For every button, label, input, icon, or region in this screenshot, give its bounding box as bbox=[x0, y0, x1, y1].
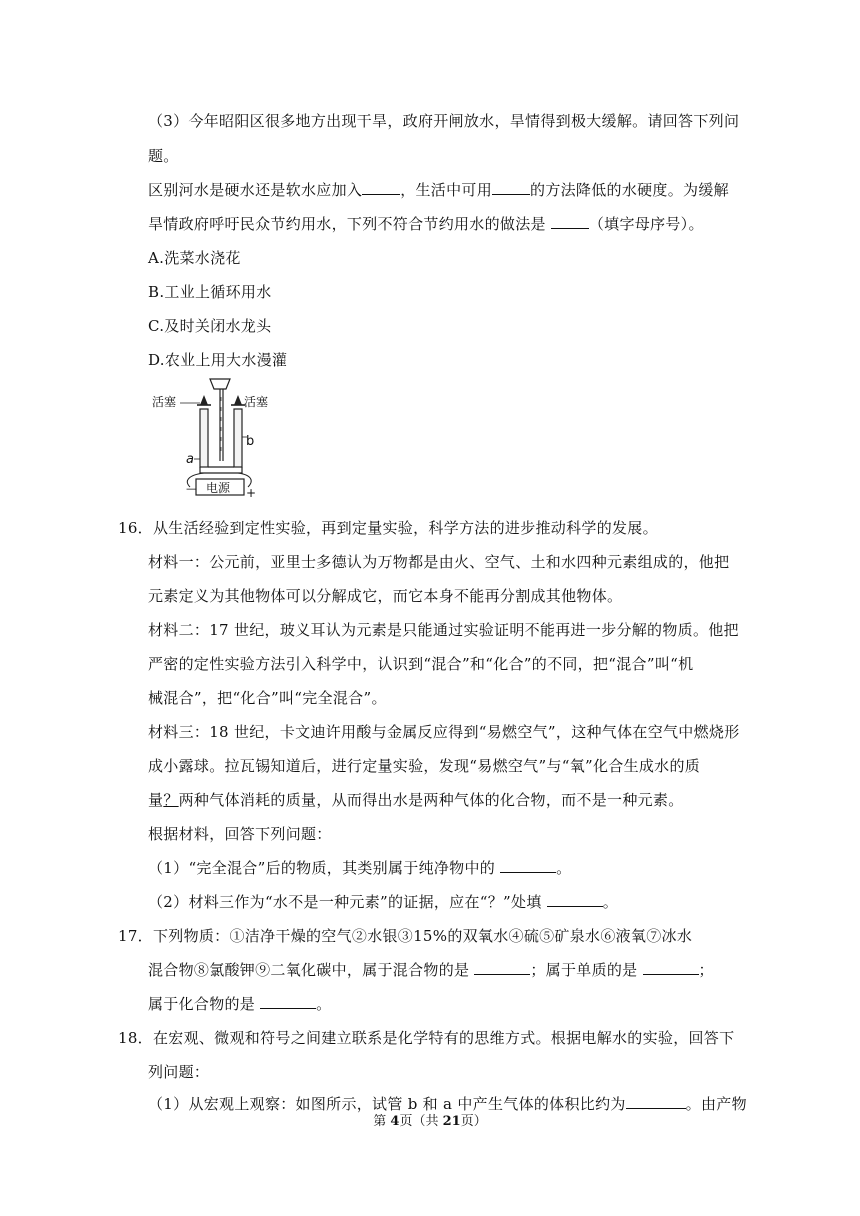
option-c bbox=[148, 316, 271, 336]
text: D.农业上用大水漫灌 bbox=[148, 351, 288, 369]
text: ； bbox=[698, 961, 714, 979]
q16-material1-line2 bbox=[148, 586, 622, 606]
text: （1）“完全混合”后的物质，其类别属于纯净物中的 bbox=[148, 859, 501, 877]
text: 混合物⑧氯酸钾⑨二氧化碳中，属于混合物的是 bbox=[148, 961, 475, 979]
answer-blank[interactable] bbox=[492, 180, 530, 195]
minus-sign: — bbox=[186, 482, 197, 495]
power-label: 电源 bbox=[206, 481, 231, 495]
q17-line2 bbox=[148, 960, 714, 980]
answer-blank[interactable] bbox=[551, 214, 589, 229]
q16-sub1 bbox=[148, 858, 571, 878]
q16-material1-line1 bbox=[148, 552, 729, 572]
q16-material2-line1 bbox=[148, 620, 739, 640]
question-mark-blank: ？ bbox=[163, 791, 179, 809]
text: 页（共 bbox=[399, 1114, 443, 1129]
text: （1）从宏观上观察：如图所示，试管 b 和 a 中产生气体的体积比约为 bbox=[148, 1095, 626, 1113]
q17-line3 bbox=[148, 994, 331, 1014]
option-b bbox=[148, 282, 272, 302]
text: 18．在宏观、微观和符号之间建立联系是化学特有的思维方式。根据电解水的实验，回答下 bbox=[118, 1029, 735, 1047]
text: 成小露球。拉瓦锡知道后，进行定量实验，发现“易燃空气”与“氧”化合生成水的质 bbox=[148, 757, 701, 775]
q16-stem bbox=[118, 518, 658, 538]
text: 16．从生活经验到定性实验，再到定量实验，科学方法的进步推动科学的发展。 bbox=[118, 519, 658, 537]
q16-material3-line1 bbox=[148, 722, 740, 742]
text: ；属于单质的是 bbox=[530, 961, 643, 979]
text: 第 bbox=[373, 1114, 391, 1129]
q15-hardwater-line bbox=[148, 180, 729, 200]
plus-sign: + bbox=[246, 486, 257, 500]
text: 。由产物 bbox=[685, 1095, 747, 1113]
reservoir bbox=[210, 379, 230, 389]
text: 题。 bbox=[148, 147, 179, 165]
text: （3）今年昭阳区很多地方出现干旱，政府开闸放水，旱情得到极大缓解。请回答下列问 bbox=[148, 112, 740, 130]
q15-saving-line bbox=[148, 214, 704, 234]
q15-part3-line2 bbox=[148, 146, 179, 166]
text: 。 bbox=[602, 893, 618, 911]
text: 严密的定性实验方法引入科学中，认识到“混合”和“化合”的不同，把“混合”叫“机 bbox=[148, 655, 694, 673]
text: 区别河水是硬水还是软水应加入 bbox=[148, 181, 363, 199]
text: B.工业上循环用水 bbox=[148, 283, 272, 301]
text: 材料一：公元前，亚里士多德认为万物都是由火、空气、土和水四种元素组成的，他把 bbox=[148, 553, 730, 571]
text: 量 bbox=[148, 791, 164, 809]
right-stopcock bbox=[234, 395, 242, 405]
answer-blank[interactable] bbox=[260, 994, 316, 1009]
text: 材料二：17 世纪，玻义耳认为元素是只能通过实验证明不能再进一步分解的物质。他把 bbox=[148, 621, 739, 639]
q18-line1 bbox=[118, 1028, 734, 1048]
text: 。 bbox=[556, 859, 572, 877]
page-total: 21 bbox=[442, 1114, 461, 1129]
answer-blank[interactable] bbox=[626, 1094, 686, 1109]
answer-blank[interactable] bbox=[474, 960, 530, 975]
label-a: a bbox=[186, 452, 194, 467]
text: 。 bbox=[316, 995, 332, 1013]
text: 根据材料，回答下列问题： bbox=[148, 825, 332, 843]
label-b: b bbox=[246, 434, 255, 449]
q16-prompt bbox=[148, 824, 332, 844]
q16-sub2 bbox=[148, 892, 618, 912]
answer-blank[interactable] bbox=[643, 960, 699, 975]
text: A.洗菜水浇花 bbox=[148, 249, 241, 267]
right-valve-label: 活塞 bbox=[244, 395, 268, 409]
q16-material3-line3 bbox=[148, 790, 684, 810]
text: （2）材料三作为“水不是一种元素”的证据，应在“？”处填 bbox=[148, 893, 547, 911]
option-d bbox=[148, 350, 287, 370]
q17-line1 bbox=[118, 926, 692, 946]
text: 属于化合物的是 bbox=[148, 995, 261, 1013]
left-valve-label: 活塞 bbox=[152, 395, 177, 409]
text: 列问题： bbox=[148, 1063, 210, 1081]
q16-material2-line3 bbox=[148, 688, 387, 708]
right-test-tube bbox=[234, 409, 242, 467]
answer-blank[interactable] bbox=[547, 892, 603, 907]
text: 的方法降低的水硬度。为缓解 bbox=[530, 181, 729, 199]
text: 两种气体消耗的质量，从而得出水是两种气体的化合物，而不是一种元素。 bbox=[178, 791, 684, 809]
q15-part3-line1 bbox=[148, 111, 739, 131]
q16-material2-line2 bbox=[148, 654, 693, 674]
left-stopcock bbox=[200, 395, 208, 405]
text: C.及时关闭水龙头 bbox=[148, 317, 272, 335]
page-footer bbox=[0, 1110, 860, 1129]
text: 械混合”，把“化合”叫“完全混合”。 bbox=[148, 689, 387, 707]
text: 页） bbox=[460, 1114, 487, 1129]
text: 17．下列物质：①洁净干燥的空气②水银③15%的双氧水④硫⑤矿泉水⑥液氧⑦冰水 bbox=[118, 927, 693, 945]
text: （填字母序号）。 bbox=[588, 215, 704, 233]
q18-line2 bbox=[148, 1062, 209, 1082]
answer-blank[interactable] bbox=[500, 858, 556, 873]
option-a bbox=[148, 248, 241, 268]
text: 旱情政府呼吁民众节约用水，下列不符合节约用水的做法是 bbox=[148, 215, 551, 233]
text: ，生活中可用 bbox=[400, 181, 493, 199]
page-number: 4 bbox=[390, 1114, 400, 1129]
answer-blank[interactable] bbox=[362, 180, 400, 195]
left-test-tube bbox=[200, 409, 208, 467]
electrolysis-apparatus-figure bbox=[148, 375, 268, 500]
text: 元素定义为其他物体可以分解成它，而它本身不能再分割成其他物体。 bbox=[148, 587, 623, 605]
text: 材料三：18 世纪，卡文迪许用酸与金属反应得到“易燃空气”，这种气体在空气中燃烧形 bbox=[148, 723, 740, 741]
q16-material3-line2 bbox=[148, 756, 700, 776]
bottom-connector bbox=[200, 467, 242, 473]
